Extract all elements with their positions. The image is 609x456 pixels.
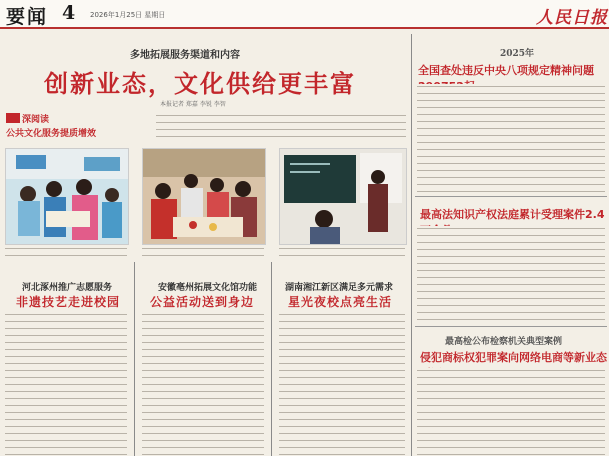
column-divider [271,262,272,456]
right-story-1-body [417,84,605,192]
column-divider [411,34,412,456]
column-divider [134,262,135,456]
main-headline: 创新业态，文化供给更丰富 [44,70,356,98]
story-3-headline: 星光夜校点亮生活 [288,295,393,309]
page-number: 4 [62,2,76,24]
right-story-3-body [417,368,605,456]
story-2-headline: 公益活动送到身边 [150,295,255,309]
right-story-1-kicker: 2025年 [500,49,535,59]
right-story-1-headline: 全国查处违反中央八项规定精神问题 [418,64,594,77]
tag-label: 深阅读 [22,115,50,125]
issue-date: 2026年1月25日 星期日 [90,11,166,19]
story-1-headline: 非遗技艺走进校园 [16,295,121,309]
story-1-body [5,312,127,456]
section-rule [415,326,607,327]
tag-subtitle: 公共文化服务提质增效 [6,129,97,139]
tag-marker-icon [6,113,20,123]
photo-caption [279,246,405,256]
right-story-3-headline: 侵犯商标权犯罪案向网络电商等新业态 [420,351,607,364]
story-2-body [142,312,264,456]
story-1-kicker: 河北涿州推广志愿服务 [22,283,113,293]
right-story-2-body [417,226,605,322]
right-story-3-kicker: 最高检公布检察机关典型案例 [445,337,563,347]
photo-caption [142,246,264,256]
lead-paragraph [156,113,406,139]
main-byline: 本报记者 郑嘉 李锐 李智 [160,101,226,108]
main-kicker: 多地拓展服务渠道和内容 [130,50,240,61]
story-3-kicker: 湖南湘江新区满足多元需求 [285,283,394,293]
photo-activity [142,148,266,245]
section-rule [415,196,607,197]
section-title: 要闻 [6,6,49,28]
story-2-kicker: 安徽亳州拓展文化馆功能 [158,283,258,293]
photo-school [5,148,129,245]
newspaper-logo: 人民日报 [536,8,608,28]
story-3-body [279,312,405,456]
photo-caption [5,246,127,260]
photo-nightschool [279,148,407,245]
right-story-2-headline: 最高法知识产权法庭累计受理案件2.4 [420,208,605,221]
